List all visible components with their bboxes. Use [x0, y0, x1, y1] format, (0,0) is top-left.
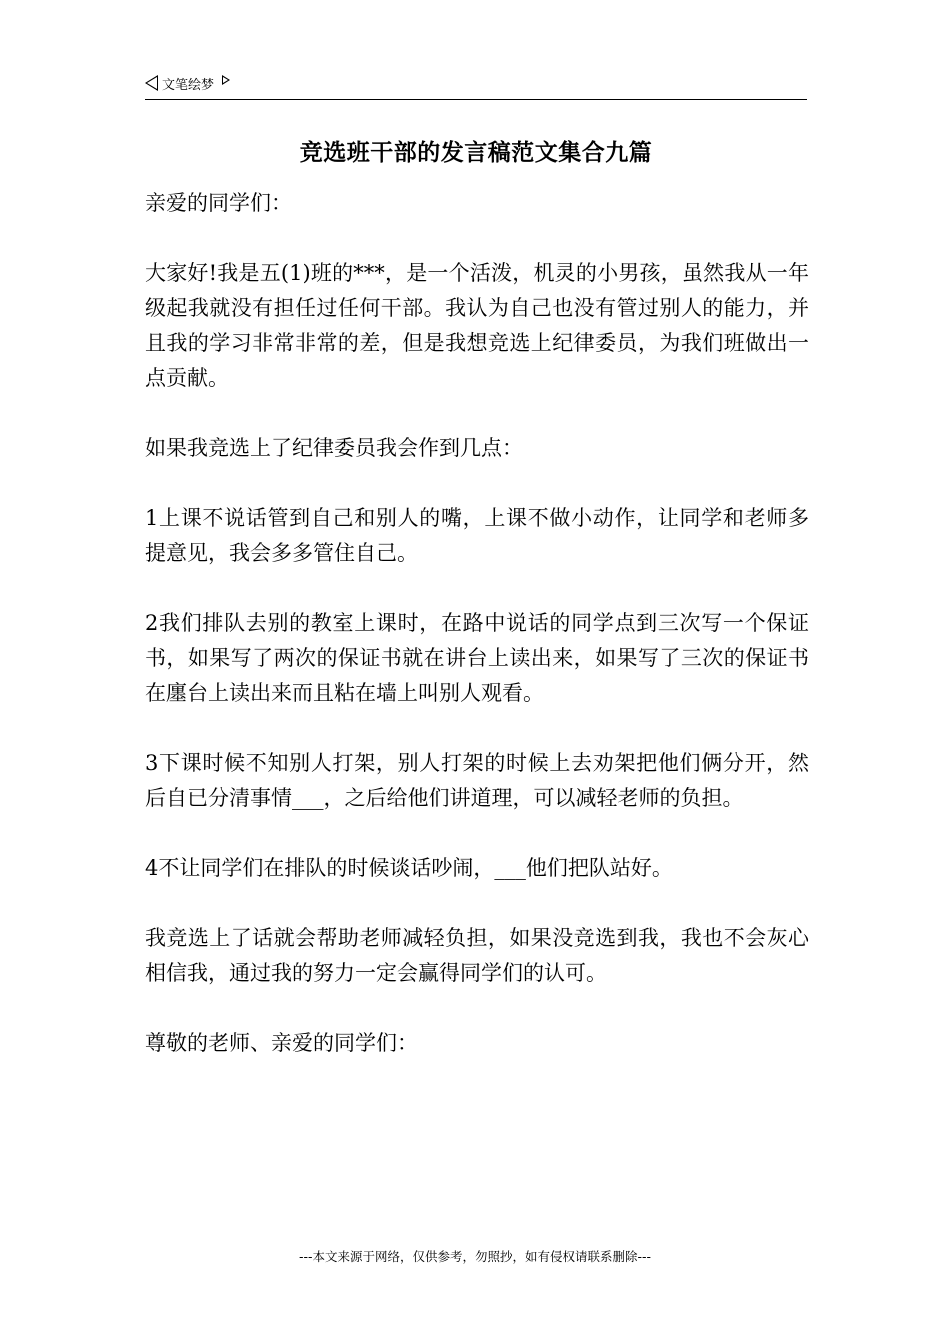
footer-disclaimer: ---本文来源于网络，仅供参考，勿照抄，如有侵权请联系删除---: [298, 1249, 652, 1264]
header-logo-text: 文笔绘梦: [162, 77, 215, 93]
paragraph-points-heading: 如果我竞选上了纪律委员我会作到几点：: [145, 436, 523, 460]
triangle-left-icon: [145, 75, 158, 91]
salutation: 亲爱的同学们：: [145, 191, 292, 215]
paragraph-intro: 大家好!我是五(1)班的***，是一个活泼，机灵的小男孩，虽然我从一年级起我就没有担任过任何干部。我认为自己也没有管过别人的能力，并且我的学习非常非常的差，但是我想竞选上纪律委员，为我们班做出一点贡献。: [145, 261, 809, 390]
document-title: 竞选班干部的发言稿范文集合九篇: [299, 139, 653, 166]
document-body: [145, 186, 809, 1096]
header-logo: [145, 72, 807, 94]
paragraph-point-4: 4不让同学们在排队的时候谈话吵闹，___他们把队站好。: [145, 856, 673, 880]
paragraph-conclusion: 我竞选上了话就会帮助老师减轻负担，如果没竞选到我，我也不会灰心相信我，通过我的努力一定会赢得同学们的认可。: [145, 926, 809, 985]
page-header: [145, 72, 807, 100]
salutation-2: 尊敬的老师、亲爱的同学们：: [145, 1031, 418, 1055]
triangle-right-icon: [222, 75, 230, 85]
paragraph-point-2: 2我们排队去别的教室上课时，在路中说话的同学点到三次写一个保证书，如果写了两次的保证书就在讲台上读出来，如果写了三次的保证书在廛台上读出来而且粘在墙上叫别人观看。: [145, 611, 809, 705]
paragraph-point-3: 3下课时候不知别人打架，别人打架的时候上去劝架把他们俩分开，然后自已分清事情___，之后给他们讲道理，可以减轻老师的负担。: [145, 751, 809, 810]
paragraph-point-1: 1上课不说话管到自己和别人的嘴，上课不做小动作，让同学和老师多提意见，我会多多管住自己。: [145, 506, 809, 565]
